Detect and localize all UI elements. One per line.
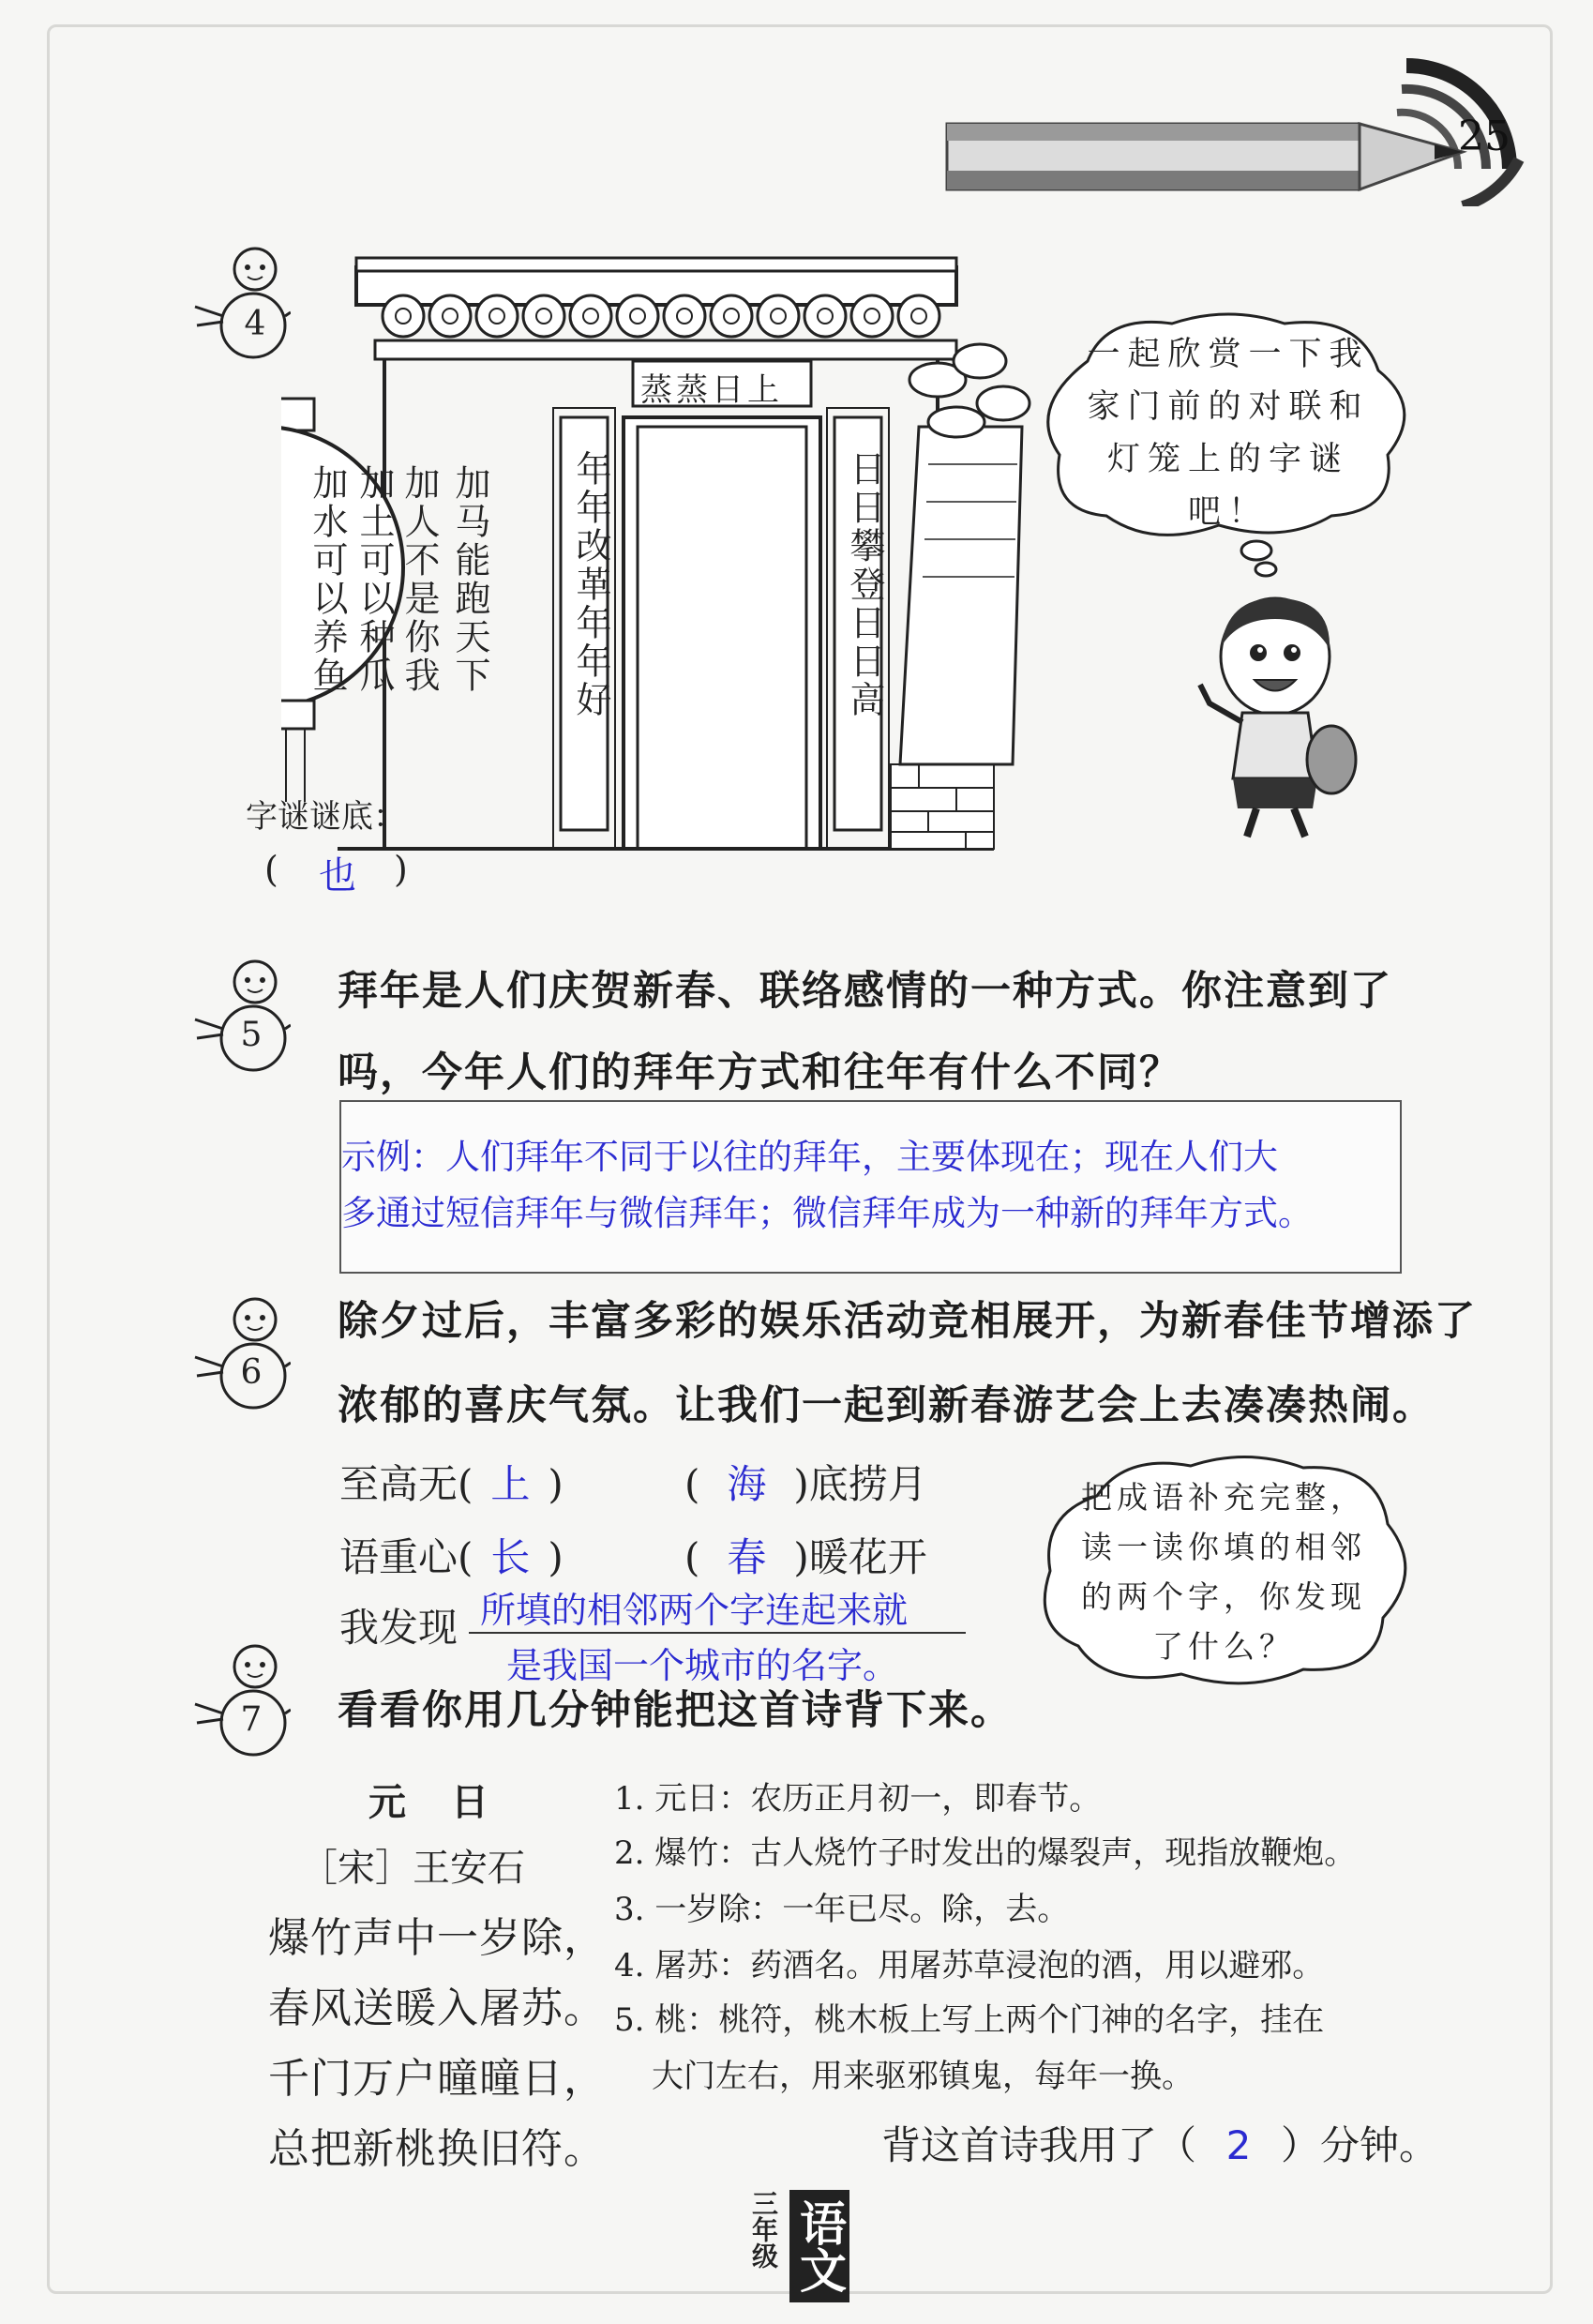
poem-note-3: 3. 一岁除：一年已尽。除，去。 [614, 1891, 1070, 1928]
boy-character [1191, 591, 1360, 844]
q5-text-line-2: 吗，今年人们的拜年方式和往年有什么不同？ [338, 1049, 1181, 1096]
poem-line-3: 千门万户曈曈日， [268, 2055, 606, 2103]
q6-text-line-2: 浓郁的喜庆气氛。让我们一起到新春游艺会上去凑凑热闹。 [338, 1382, 1435, 1429]
poem-note-5: 5. 桃：桃符，桃木板上写上两个门神的名字，挂在 [614, 2001, 1325, 2039]
q6-text-line-1: 除夕过后，丰富多彩的娱乐活动竞相展开，为新春佳节增添了 [338, 1298, 1477, 1345]
page-number: 25 [1458, 113, 1510, 160]
idiom-4-prefix: ( [684, 1534, 700, 1580]
page-header-pencil [938, 47, 1538, 206]
footer-subject: 语文 [789, 2190, 849, 2302]
poem-note-6: 大门左右，用来驱邪镇鬼，每年一换。 [652, 2058, 1194, 2095]
riddle-paren-close: ) [394, 849, 408, 890]
snowman-icon [188, 1290, 291, 1411]
idiom-3 [339, 1527, 564, 1583]
idiom-2 [684, 1454, 927, 1510]
recite-time-suffix: ）分钟。 [1281, 2122, 1439, 2168]
idiom-4 [684, 1527, 927, 1583]
poem-title: 元 日 [368, 1781, 492, 1824]
discover-label: 我发现 [339, 1605, 458, 1651]
poem-note-1: 1. 元日：农历正月初一，即春节。 [614, 1780, 1102, 1818]
q5-answer-box[interactable] [339, 1100, 1402, 1274]
couplet-left: 年年改革年年好 [570, 450, 611, 719]
poem-line-2: 春风送暖入屠苏。 [268, 1984, 606, 2032]
recite-time-answer[interactable]: 2 [1225, 2122, 1252, 2168]
idiom-2-suffix: )底捞月 [793, 1461, 927, 1507]
lantern-riddle-line-1: 加马能跑天下 [449, 464, 490, 695]
snowman-icon [188, 952, 291, 1074]
question-number-6 [188, 1290, 291, 1411]
footer-grade: 三年级 [748, 2190, 779, 2269]
q7-instruction: 看看你用几分钟能把这首诗背下来。 [338, 1687, 1013, 1734]
riddle-answer: 也 [319, 854, 356, 898]
idiom-4-answer[interactable]: 春 [727, 1534, 767, 1580]
idiom-1-answer[interactable]: 上 [490, 1461, 531, 1507]
door-banner: 蒸蒸日上 [640, 371, 783, 409]
lantern-riddle-line-4: 加水可以养鱼 [307, 464, 348, 695]
question-number-4 [188, 239, 291, 361]
idiom-1 [339, 1454, 564, 1510]
question-number-label: 6 [240, 1353, 263, 1392]
q5-answer-line-1: 示例：人们拜年不同于以往的拜年，主要体现在；现在人们大 [341, 1137, 1278, 1177]
idiom-2-answer[interactable]: 海 [727, 1461, 767, 1507]
lantern-riddle-line-3: 加土可以种瓜 [353, 464, 395, 695]
recite-time-prefix: 背这首诗我用了（ [881, 2122, 1197, 2168]
couplet-right: 日日攀登日日高 [844, 450, 885, 719]
idiom-1-prefix: 至高无( [339, 1461, 473, 1507]
poem-author: ［宋］王安石 [300, 1847, 525, 1890]
idiom-1-suffix: ) [548, 1461, 564, 1507]
pencil-icon [938, 47, 1538, 206]
poem-line-1: 爆竹声中一岁除， [268, 1914, 606, 1962]
hint-cloud-text: 把成语补充完整，读一读你填的相邻的两个字，你发现了什么？ [1081, 1479, 1366, 1665]
question-number-5 [188, 952, 291, 1074]
discover-answer-line-1[interactable]: 所填的相邻两个字连起来就 [480, 1590, 909, 1631]
poem-line-4: 总把新桃换旧符。 [268, 2125, 606, 2173]
poem-note-2: 2. 爆竹：古人烧竹子时发出的爆裂声，现指放鞭炮。 [614, 1834, 1357, 1872]
discover-underline [469, 1632, 966, 1634]
q5-answer-line-2: 多通过短信拜年与微信拜年；微信拜年成为一种新的拜年方式。 [341, 1193, 1313, 1233]
question-number-7 [188, 1637, 291, 1758]
idiom-2-prefix: ( [684, 1461, 700, 1507]
idiom-4-suffix: )暖花开 [793, 1534, 927, 1580]
question-number-label: 7 [240, 1700, 263, 1739]
poem-note-4: 4. 屠苏：药酒名。用屠苏草浸泡的酒，用以避邪。 [614, 1947, 1325, 1984]
idiom-3-prefix: 语重心( [339, 1534, 473, 1580]
lantern-riddle-line-2: 加人不是你我 [398, 464, 440, 695]
riddle-answer-label: 字谜谜底： [246, 798, 405, 836]
idiom-3-answer[interactable]: 长 [490, 1534, 531, 1580]
question-number-label: 4 [244, 305, 266, 343]
idiom-3-suffix: ) [548, 1534, 564, 1580]
thought-cloud-text: 一起欣赏一下我家门前的对联和灯笼上的字谜吧！ [1087, 336, 1370, 531]
riddle-paren-open: ( [264, 849, 278, 890]
recite-time [881, 2115, 1438, 2171]
discover-answer-line-2[interactable]: 是我国一个城市的名字。 [506, 1645, 899, 1686]
q5-text-line-1: 拜年是人们庆贺新春、联络感情的一种方式。你注意到了 [338, 968, 1392, 1015]
snowman-icon [188, 1637, 291, 1758]
question-number-label: 5 [240, 1016, 263, 1054]
